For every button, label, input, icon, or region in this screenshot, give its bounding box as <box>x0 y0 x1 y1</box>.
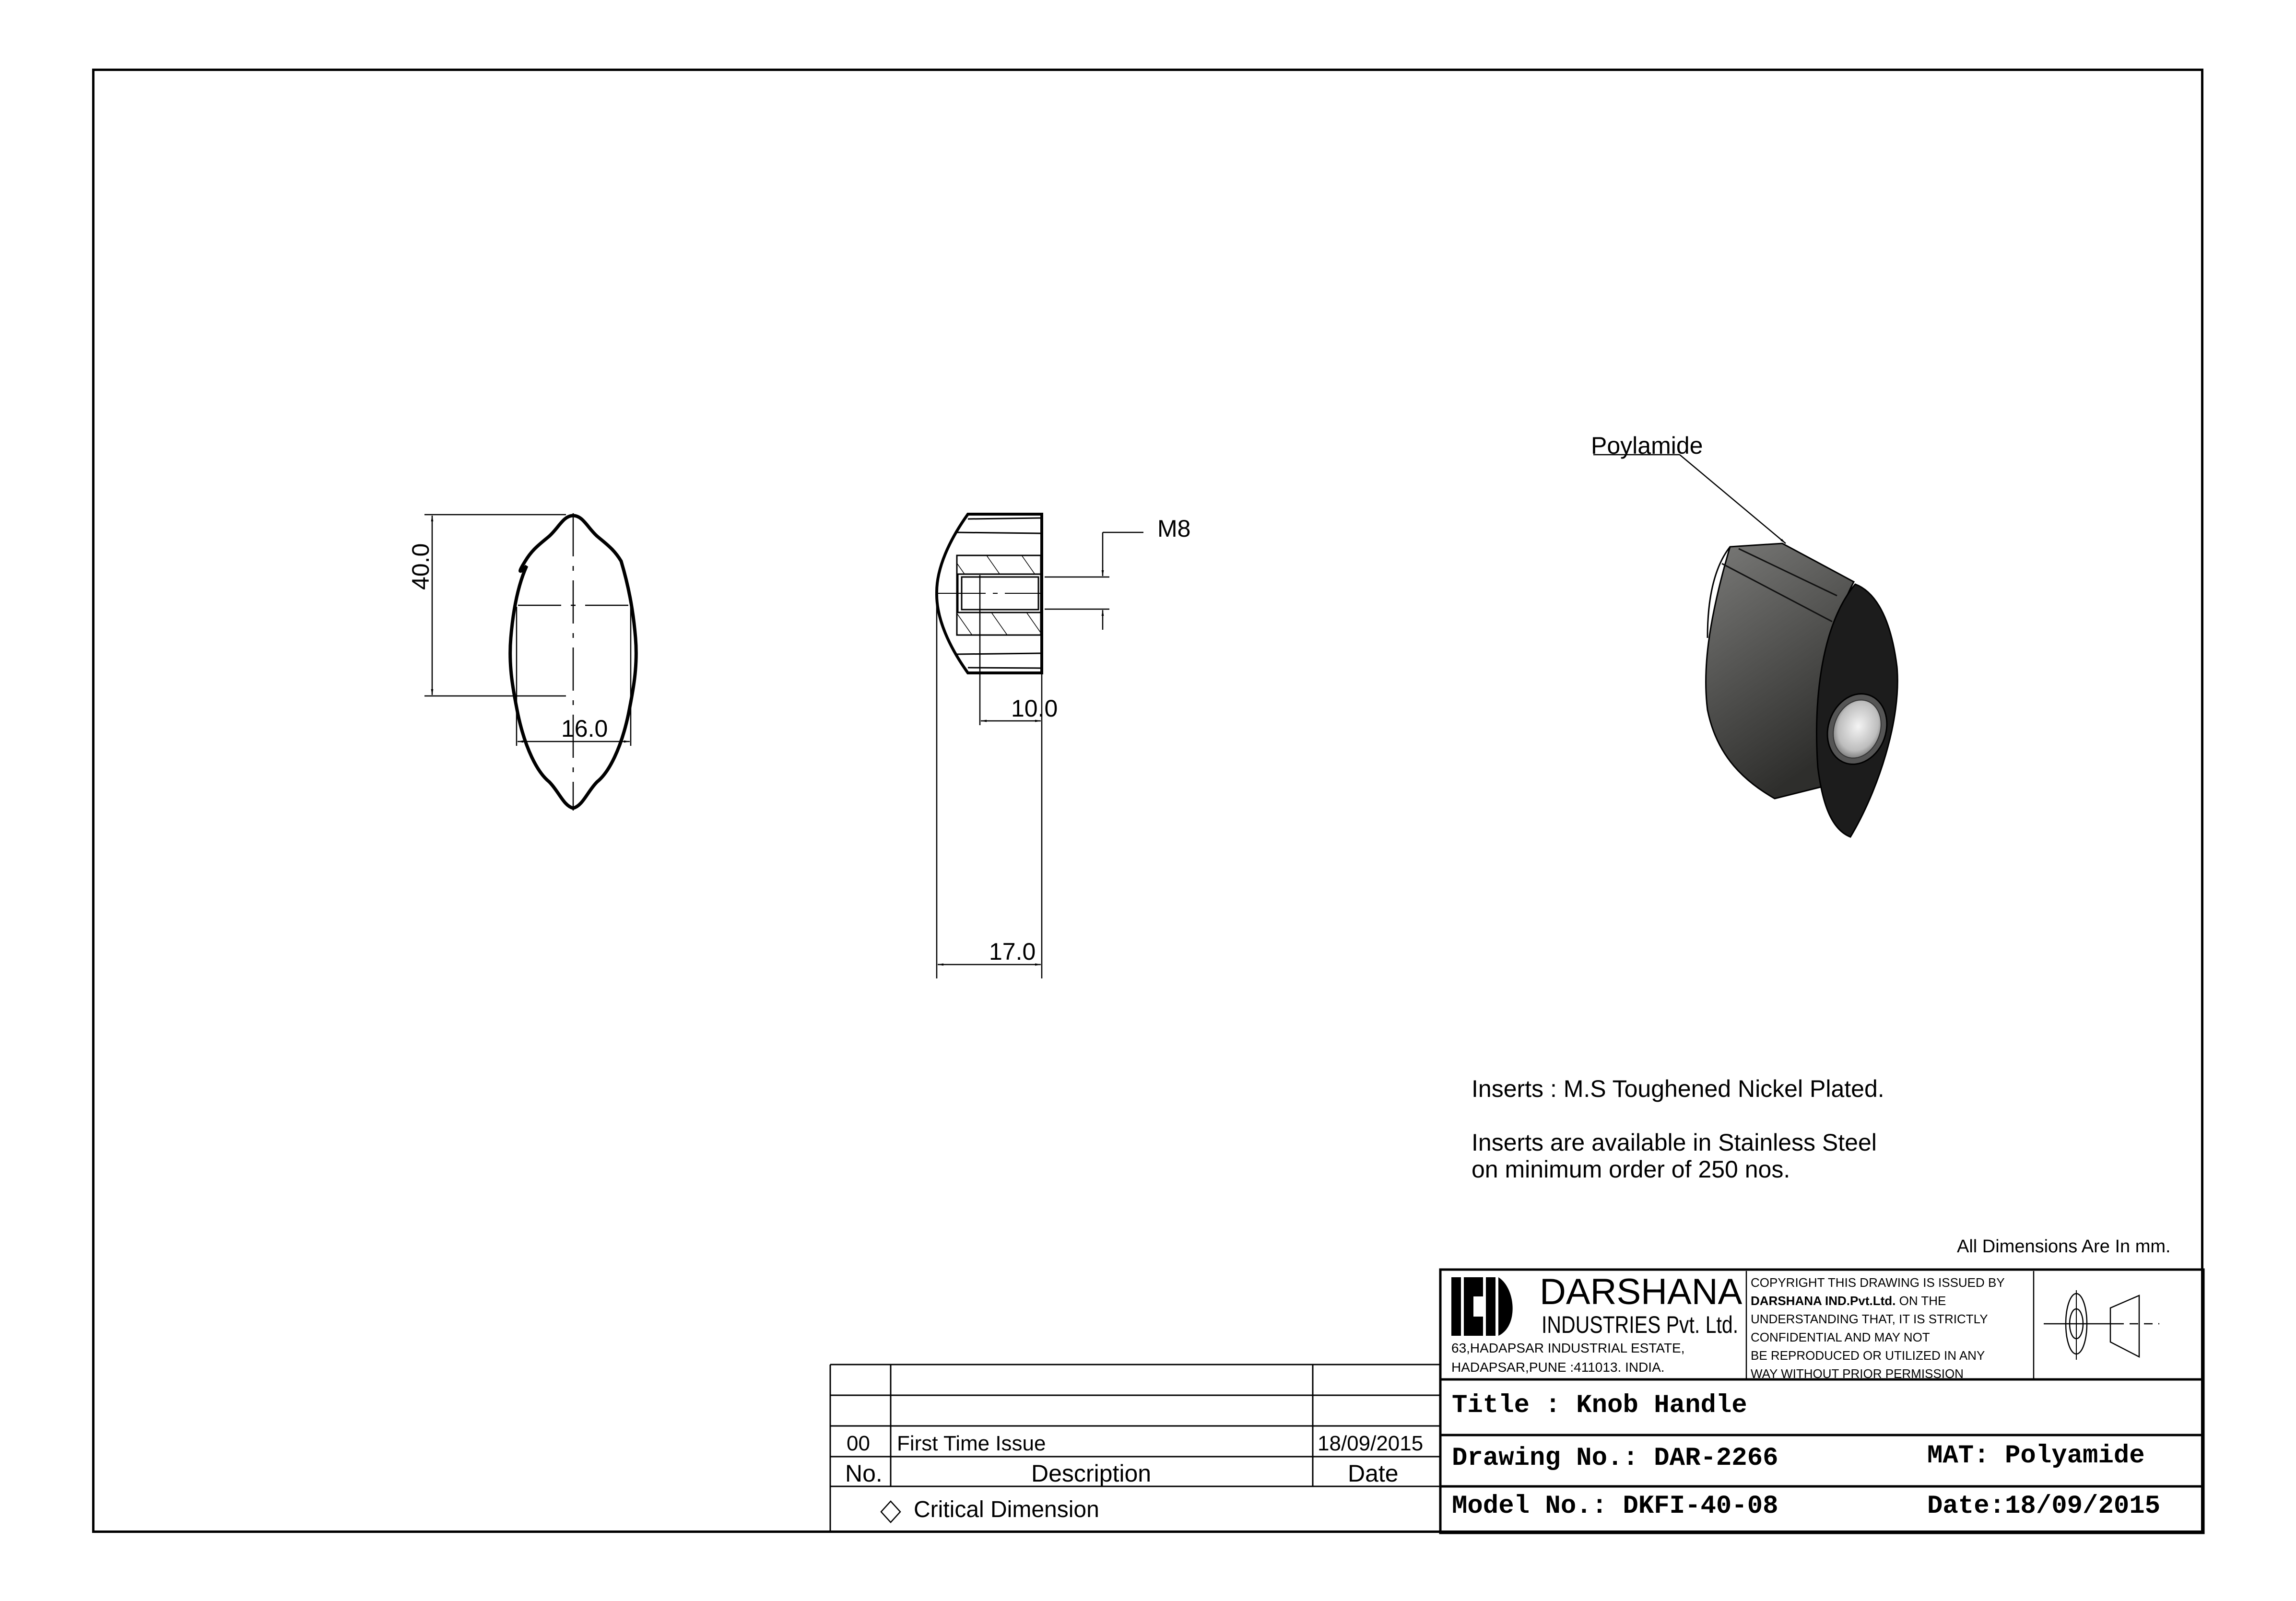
company-address-line2: HADAPSAR,PUNE :411013. INDIA. <box>1451 1360 1665 1375</box>
material-callout-label: Poylamide <box>1591 432 1703 459</box>
units-note: All Dimensions Are In mm. <box>1957 1236 2171 1257</box>
model-number: Model No.: DKFI-40-08 <box>1452 1492 1778 1521</box>
material-spec: MAT: Polyamide <box>1927 1441 2145 1471</box>
revision-header-date: Date <box>1348 1460 1399 1487</box>
critical-dimension-diamond-icon <box>881 1501 900 1522</box>
note-stainless-availability: Inserts are available in Stainless Steel <box>1472 1129 1877 1156</box>
iso-view <box>1593 455 1897 837</box>
revision-row-description: First Time Issue <box>897 1432 1046 1455</box>
issue-date: Date:18/09/2015 <box>1927 1492 2161 1521</box>
company-logo-icon <box>1451 1277 1513 1336</box>
critical-dimension-legend: Critical Dimension <box>914 1497 1099 1522</box>
company-subtitle: INDUSTRIES Pvt. Ltd. <box>1542 1311 1739 1338</box>
width-dimension-label: 16.0 <box>561 715 608 742</box>
drawing-number: Drawing No.: DAR-2266 <box>1452 1444 1778 1473</box>
copyright-notice: COPYRIGHT THIS DRAWING IS ISSUED BY DARSHANA IND.Pvt.Ltd. ON THE UNDERSTANDING THAT, IT IS STRICTLY CONFIDENTIAL AND MAY NOT BE REPRODUCED OR UTILIZED IN ANY WAY WITHOUT PRIOR PERMISSION <box>1751 1275 2005 1381</box>
height-dimension-label: 40.0 <box>407 543 434 590</box>
insert-depth-dimension-label: 10.0 <box>1011 695 1058 722</box>
revision-header-description: Description <box>1031 1460 1152 1487</box>
company-name: DARSHANA <box>1540 1271 1743 1312</box>
revision-row-no: 00 <box>847 1432 870 1455</box>
third-angle-projection-icon <box>2044 1290 2159 1360</box>
note-inserts-material: Inserts : M.S Toughened Nickel Plated. <box>1472 1075 1884 1102</box>
overall-length-dimension-label: 17.0 <box>989 938 1036 965</box>
drawing-title: Title : Knob Handle <box>1452 1391 1747 1420</box>
company-address-line1: 63,HADAPSAR INDUSTRIAL ESTATE, <box>1451 1341 1685 1355</box>
note-minimum-order: on minimum order of 250 nos. <box>1472 1156 1790 1183</box>
revision-row-date: 18/09/2015 <box>1318 1432 1424 1455</box>
front-view <box>424 513 636 811</box>
revision-header-no: No. <box>845 1460 883 1487</box>
thread-size-label: M8 <box>1157 515 1191 542</box>
section-view <box>937 514 1143 978</box>
